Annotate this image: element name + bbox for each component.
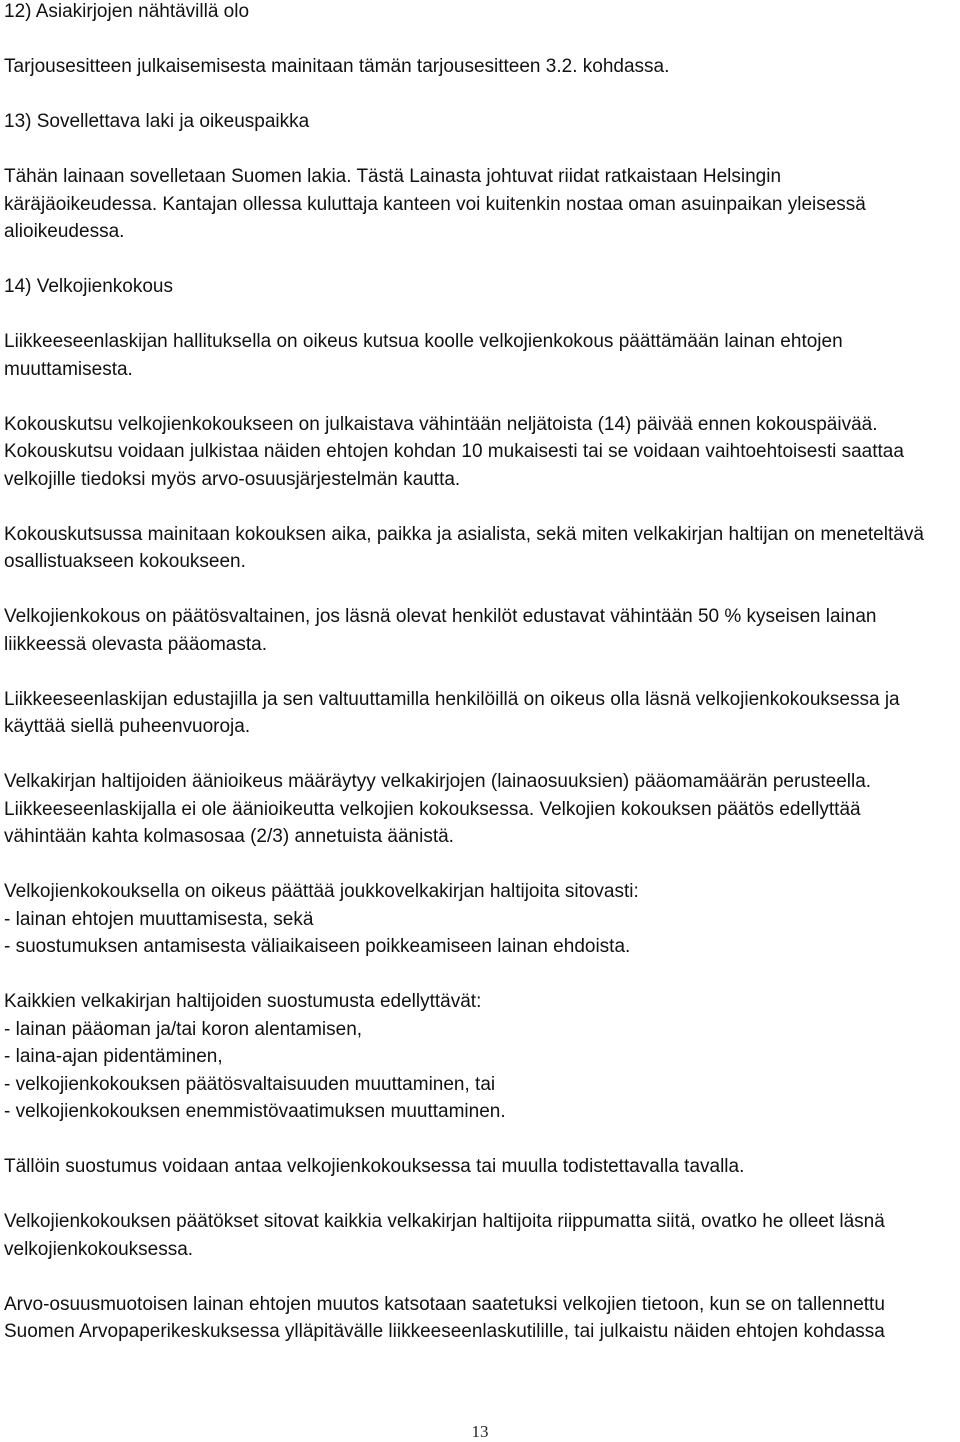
section-14-paragraph-8 [4, 988, 954, 1126]
text-line: Liikkeeseenlaskijalla ei ole äänioikeutta velkojien kokouksessa. Velkojien kokouksen päätös edellyttää [4, 798, 861, 820]
list-item: - lainan ehtojen muuttamisesta, sekä [4, 908, 314, 930]
section-14-paragraph-1 [4, 328, 954, 383]
text-line: Liikkeeseenlaskijan hallituksella on oikeus kutsua koolle velkojienkokous päättämään lainan ehtojen [4, 331, 843, 352]
section-14-paragraph-5 [4, 686, 954, 741]
list-item: - lainan pääoman ja/tai koron alentamisen, [4, 1018, 363, 1040]
text-line: Tähän lainaan sovelletaan Suomen lakia. Tästä Lainasta johtuvat riidat ratkaistaan Helsingin [4, 166, 782, 187]
text-line: vähintään kahta kolmasosaa (2/3) annetuista äänistä. [4, 826, 454, 847]
section-14-heading: 14) Velkojienkokous [4, 276, 173, 297]
section-13-heading: 13) Sovellettava laki ja oikeuspaikka [4, 111, 310, 132]
text-line: Velkojienkokous on päätösvaltainen, jos läsnä olevat henkilöt edustavat vähintään 50 % kyseisen lainan [4, 606, 877, 627]
text-line: muuttamisesta. [4, 358, 133, 380]
section-14-paragraph-4 [4, 603, 954, 658]
text-line: käyttää siellä puheenvuoroja. [4, 716, 251, 737]
text-line: Velkojienkokouksella on oikeus päättää joukkovelkakirjan haltijoita sitovasti: [4, 881, 639, 902]
page-number: 13 [471, 1422, 489, 1441]
section-12-heading: 12) Asiakirjojen nähtävillä olo [4, 1, 250, 22]
section-13-text [4, 163, 954, 246]
section-14-paragraph-9 [4, 1153, 954, 1181]
text-line: alioikeudessa. [4, 221, 125, 242]
section-14-paragraph-7 [4, 878, 954, 961]
text-line: Tällöin suostumus voidaan antaa velkojienkokouksessa tai muulla todistettavalla tavalla. [4, 1156, 745, 1177]
section-14-paragraph-2 [4, 411, 954, 494]
text-line: Velkakirjan haltijoiden äänioikeus määräytyy velkakirjojen (lainaosuuksien) pääomamäärän perusteella. [4, 771, 872, 792]
text-line: Velkojienkokouksen päätökset sitovat kaikkia velkakirjan haltijoita riippumatta siitä, ovatko he olleet läsnä [4, 1211, 885, 1232]
text-line: liikkeessä olevasta pääomasta. [4, 633, 267, 655]
list-item: - suostumuksen antamisesta väliaikaiseen poikkeamiseen lainan ehdoista. [4, 936, 631, 957]
text-line: Liikkeeseenlaskijan edustajilla ja sen valtuuttamilla henkilöillä on oikeus olla läsnä velkojienkokouksessa ja [4, 688, 900, 710]
document-page [4, 0, 954, 1346]
text-line: Kokouskutsussa mainitaan kokouksen aika, paikka ja asialista, sekä miten velkakirjan haltijan on meneteltävä [4, 523, 924, 545]
section-14-paragraph-11 [4, 1291, 954, 1346]
text-line: Kaikkien velkakirjan haltijoiden suostumusta edellyttävät: [4, 991, 482, 1012]
list-item: - laina-ajan pidentäminen, [4, 1046, 223, 1067]
text-line: velkojille tiedoksi myös arvo-osuusjärjestelmän kautta. [4, 468, 461, 490]
text-line: Kokouskutsu velkojienkokoukseen on julkaistava vähintään neljätoista (14) päivää ennen kokouspäivää. [4, 413, 878, 435]
text-line: osallistuakseen kokoukseen. [4, 551, 246, 572]
text-line: Kokouskutsu voidaan julkistaa näiden ehtojen kohdan 10 mukaisesti tai se voidaan vaihtoehtoisesti saattaa [4, 441, 904, 462]
text-line: velkojienkokouksessa. [4, 1238, 194, 1260]
section-14-paragraph-10 [4, 1208, 954, 1263]
section-14-paragraph-3 [4, 521, 954, 576]
section-14-paragraph-6 [4, 768, 954, 851]
list-item: - velkojienkokouksen enemmistövaatimuksen muuttaminen. [4, 1101, 506, 1122]
text-line: käräjäoikeudessa. Kantajan ollessa kuluttaja kanteen voi kuitenkin nostaa oman asuinpaikan yleisessä [4, 193, 866, 215]
section-12-text: Tarjousesitteen julkaisemisesta mainitaan tämän tarjousesitteen 3.2. kohdassa. [4, 56, 670, 77]
text-line: Suomen Arvopaperikeskuksessa ylläpitävälle liikkeeseenlaskutilille, tai julkaistu näiden ehtojen kohdassa [4, 1321, 885, 1342]
list-item: - velkojienkokouksen päätösvaltaisuuden muuttaminen, tai [4, 1073, 496, 1095]
text-line: Arvo-osuusmuotoisen lainan ehtojen muutos katsotaan saatetuksi velkojien tietoon, kun se on tallennettu [4, 1293, 885, 1315]
